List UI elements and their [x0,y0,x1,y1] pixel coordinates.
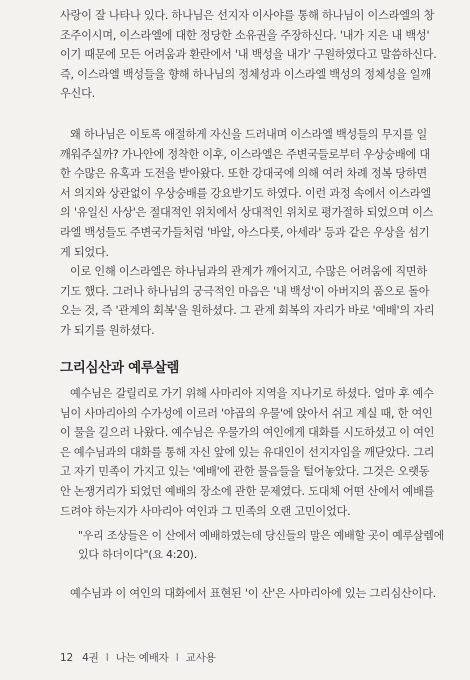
text-line: 이로 인해 이스라엘은 하나님과의 관계가 깨어지고, 수많은 어려움에 직면하 [70,265,428,278]
text-line: 고 자기 민족이 가지고 있는 '예배'에 관한 물음들을 털어놓았다. 그것은 오랫동 [60,465,430,479]
text-line: 왜 하나님은 이토록 애절하게 자신을 드러내며 이스라엘 백성들의 무지를 일 [70,128,428,141]
text-line: 사랑이 잘 나타나 있다. 하나님은 선지자 이사야를 통해 하나님이 이스라엘의 창 [60,9,435,22]
quote-line: "우리 조상들은 이 산에서 예배하였는데 당신들의 말은 예배할 곳이 예루살렘에 [78,529,445,542]
text-line: 예수님은 갈릴리로 가기 위해 사마리아 지역을 지나기로 하셨다. 얼마 후 예수 [70,387,434,400]
text-line: 게 되었다. [60,245,109,259]
footer-separator: I [105,652,109,664]
text-line: 이기 때문에 모든 어려움과 환란에서 '내 백성을 내가' 구원하였다고 말씀하신다. [60,48,437,62]
text-line: 이 물을 길으러 나왔다. 예수님은 우물가의 여인에게 대화를 시도하셨고 이 여인 [60,426,435,440]
paragraph-5 [60,584,436,604]
text-line: 한 수많은 유혹과 도전을 받아왔다. 또한 강대국에 의해 여러 차례 정복 당하면 [60,167,427,181]
edition-label: 교사용 [185,652,216,664]
text-line: 즉, 이스라엘 백성들을 향해 하나님의 정체성과 이스라엘 백성의 정체성을 일깨 [60,67,431,81]
text-line: 예수님과 이 여인의 대화에서 표현된 '이 산'은 사마리아에 있는 그리심산이다. [70,587,436,600]
text-line: 님이 사마리아의 수가성에 이르러 '야곱의 우물'에 앉아서 쉬고 계실 때, 한 여인 [60,406,433,420]
scripture-quote [78,526,445,564]
text-line: 안 논쟁거리가 되었던 예배의 장소에 관한 문제였다. 도대체 어떤 산에서 예배를 [60,484,435,498]
text-line: 기도 했다. 그러나 하나님의 궁극적인 마음은 '내 백성'이 아버지의 품으로 돌아 [60,284,430,298]
book-title: 나는 예배자 [115,652,169,664]
volume-label: 4권 [82,652,99,664]
text-line: 조주이시며, 이스라엘에 대한 정당한 소유권을 주장하신다. '내가 지은 내 백성' [60,28,430,42]
text-line: 가 되기를 원하셨다. [60,323,155,337]
text-line: 은 예수님과의 대화를 통해 자신 앞에 있는 유대인이 선지자임을 깨닫았다. 그리 [60,445,435,459]
page-number: 12 [60,652,73,664]
text-line: 드려야 하는지가 사마리아 여인과 그 민족의 오랜 고민이었다. [60,504,351,518]
paragraph-3 [60,262,435,340]
paragraph-1 [60,6,437,104]
text-line: 서 의지와 상관없이 우상숭배를 강요받기도 하였다. 이런 과정 속에서 이스라엘 [60,186,431,200]
footer-separator: I [175,652,179,664]
page-footer [60,650,216,665]
paragraph-2 [60,125,434,262]
paragraph-4 [60,384,435,521]
text-line: 우신다. [60,87,95,101]
text-line: 라엘 백성들도 주변국가들처럼 '바알, 아스다롯, 아세라' 등과 같은 우상을 섬기 [60,225,430,239]
text-line: 의 '유일신 사상'은 절대적인 위치에서 상대적인 위치로 평가절하 되었으며 이스 [60,206,434,220]
text-line: 깨워주실까? 가나안에 정착한 이후, 이스라엘은 주변국들로부터 우상숭배에 대 [60,147,430,161]
section-heading: 그리심산과 예루살렘 [60,360,180,376]
text-line: 오는 것, 즉 '관계의 회복'을 원하셨다. 그 관계 회복의 자리가 바로 '예배'의 자리 [60,304,435,318]
quote-line: 있다 하더이다"(요 4:20). [78,548,197,561]
